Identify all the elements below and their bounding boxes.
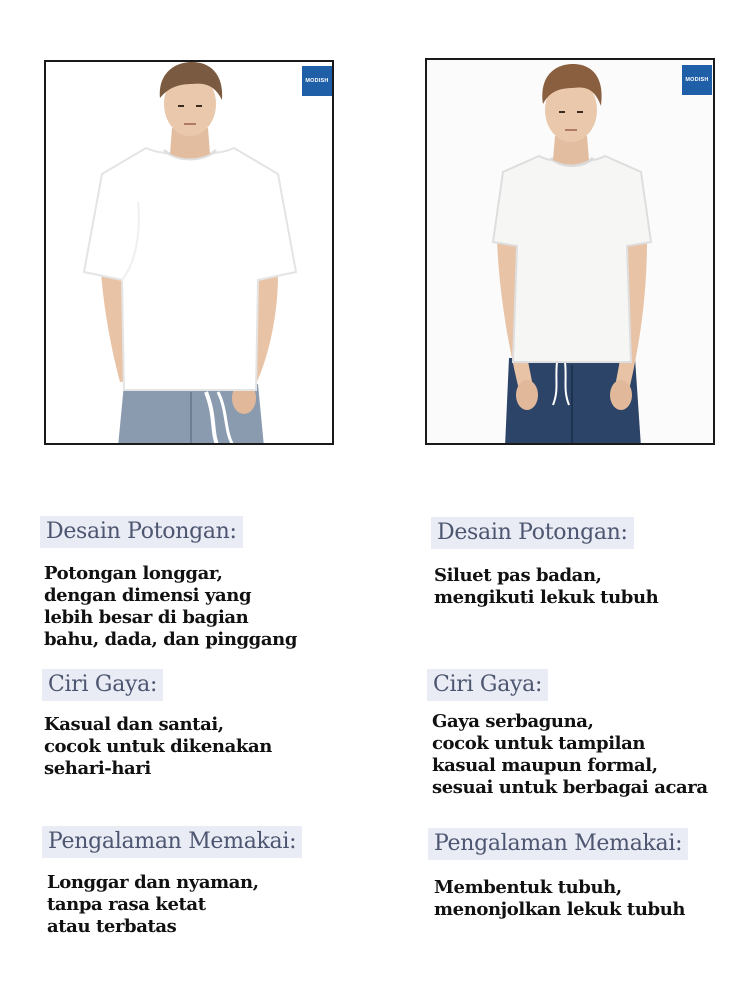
text-line: Kasual dan santai, xyxy=(44,714,224,735)
model-illustration xyxy=(46,62,334,445)
text-line: sesuai untuk berbagai acara xyxy=(432,777,708,798)
fitted-tshirt-photo xyxy=(425,58,715,445)
text-line: mengikuti lekuk tubuh xyxy=(434,587,659,608)
left-style-heading: Ciri Gaya: xyxy=(42,669,163,701)
text-line: dengan dimensi yang xyxy=(44,585,252,606)
text-line: lebih besar di bagian xyxy=(44,607,249,628)
brand-logo: MODISH xyxy=(302,66,332,96)
text-line: Potongan longgar, xyxy=(44,563,223,584)
text-line: tanpa rasa ketat xyxy=(47,894,206,915)
left-style-text xyxy=(44,714,272,780)
text-line: Membentuk tubuh, xyxy=(434,877,622,898)
text-line: cocok untuk tampilan xyxy=(432,733,646,754)
oversized-tshirt-photo xyxy=(44,60,334,445)
right-style-text xyxy=(432,711,708,799)
right-cut-design-heading: Desain Potongan: xyxy=(431,517,634,549)
left-cut-design-heading: Desain Potongan: xyxy=(40,516,243,548)
text-line: Gaya serbaguna, xyxy=(432,711,594,732)
left-wearing-experience-heading: Pengalaman Memakai: xyxy=(42,826,302,858)
text-line: sehari-hari xyxy=(44,758,151,779)
model-illustration xyxy=(427,60,715,445)
text-line: kasual maupun formal, xyxy=(432,755,658,776)
brand-logo: MODISH xyxy=(682,65,712,95)
right-wearing-experience-heading: Pengalaman Memakai: xyxy=(428,828,688,860)
text-line: cocok untuk dikenakan xyxy=(44,736,272,757)
text-line: atau terbatas xyxy=(47,916,177,937)
right-style-heading: Ciri Gaya: xyxy=(427,669,548,701)
text-line: Longgar dan nyaman, xyxy=(47,872,259,893)
left-cut-design-text xyxy=(44,563,297,651)
text-line: bahu, dada, dan pinggang xyxy=(44,629,298,650)
text-line: Siluet pas badan, xyxy=(434,565,602,586)
right-wearing-experience-text xyxy=(434,877,685,921)
left-wearing-experience-text xyxy=(47,872,259,938)
right-cut-design-text xyxy=(434,565,658,609)
text-line: menonjolkan lekuk tubuh xyxy=(434,899,686,920)
